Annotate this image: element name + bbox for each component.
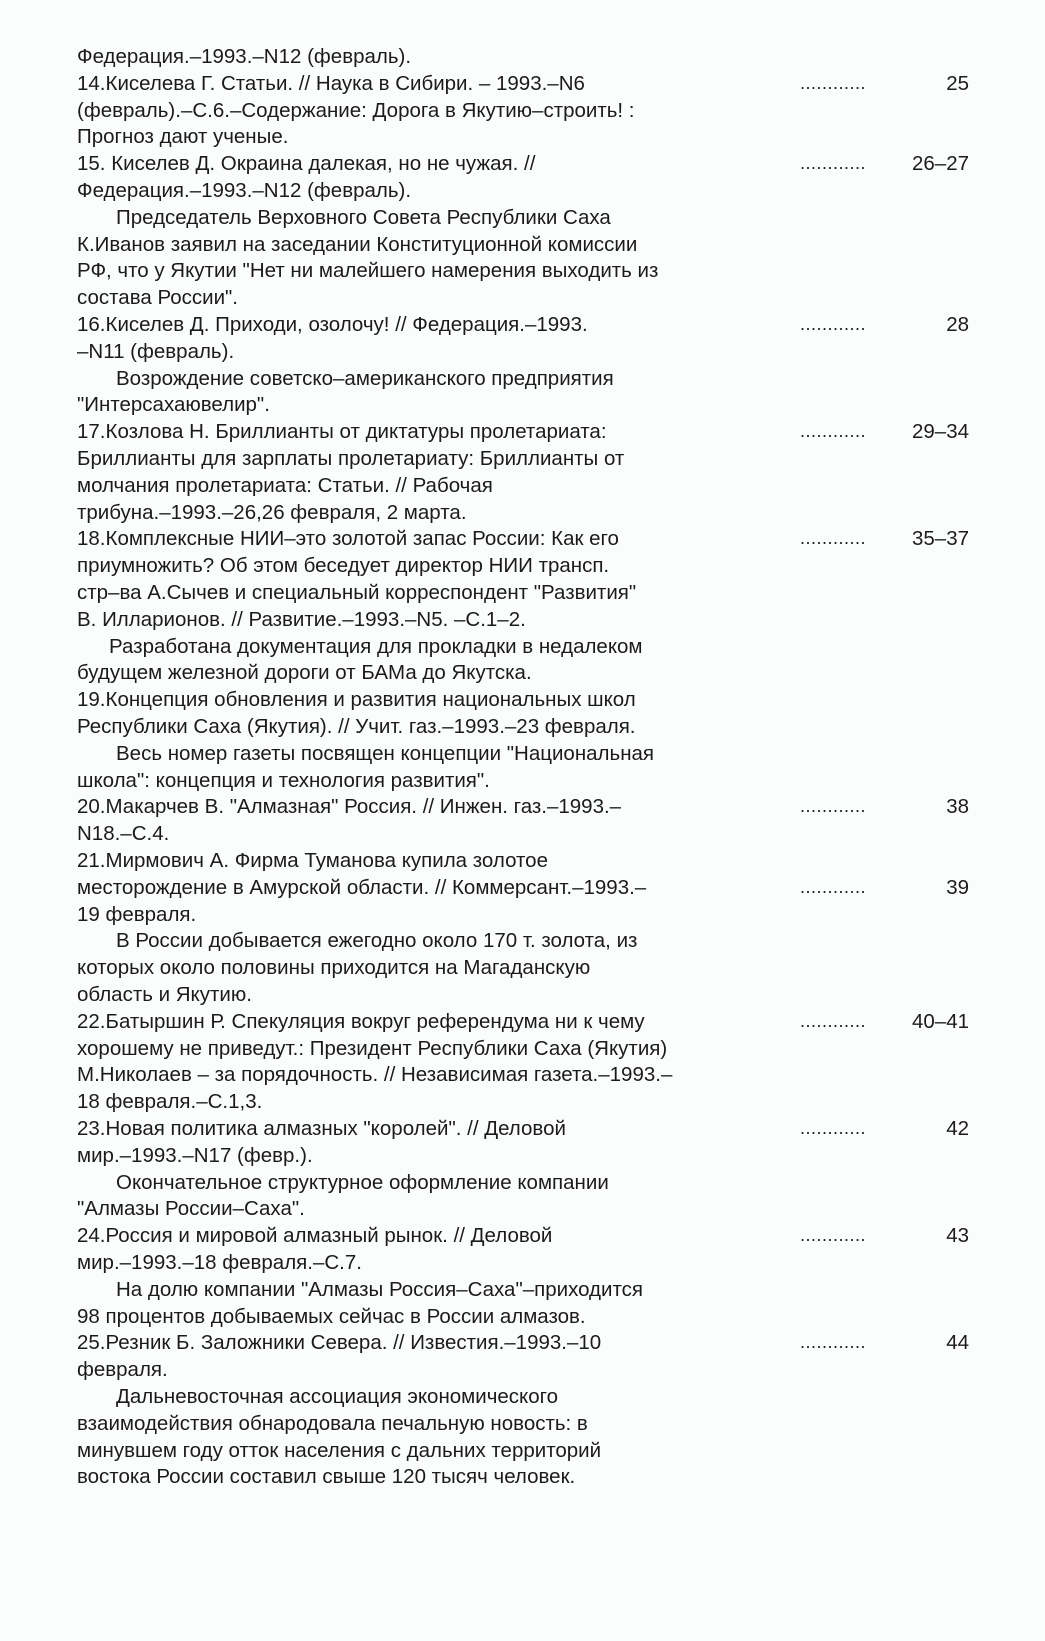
entry-line: В. Илларионов. // Развитие.–1993.–N5. –С.1–2. (77, 607, 526, 631)
page-number: 25 (946, 71, 969, 95)
leader-dots: ............ (800, 796, 867, 817)
entry-line: 17.Козлова Н. Бриллианты от диктатуры пролетариата: (77, 420, 607, 444)
entry-line: февраля. (77, 1358, 168, 1382)
annotation-line: Председатель Верховного Совета Республики Саха (116, 205, 611, 229)
leader-dots: ............ (800, 1225, 867, 1246)
entry-line: которых около половины приходится на Магаданскую (77, 956, 591, 980)
page-number: 26–27 (911, 152, 969, 176)
entry-line: область и Якутию. (77, 983, 252, 1006)
annotation-line: Разработана документация для прокладки в недалеком (109, 634, 643, 658)
leader-dots: ............ (800, 1118, 867, 1138)
leader-dots: ............ (800, 72, 867, 93)
page-number: 39 (946, 875, 969, 899)
entry-line: Бриллианты для зарплаты пролетариату: Бриллианты от (77, 447, 625, 470)
leader-dots: ............ (800, 314, 867, 334)
entry-line: минувшем году отток населения с дальних территорий (77, 1438, 602, 1462)
leader-dots: ............ (800, 1332, 867, 1353)
leader-dots: ............ (800, 528, 867, 549)
entry-line: 23.Новая политика алмазных "королей". // Деловой (77, 1117, 566, 1140)
entry-line: 16.Киселев Д. Приходи, озолочу! // Федерация.–1993. (77, 313, 588, 336)
page-number: 38 (946, 795, 969, 819)
annotation-line: Окончательное структурное оформление компании (116, 1170, 609, 1194)
leader-dots: ............ (800, 421, 867, 442)
entry-line: 15. Киселев Д. Окраина далекая, но не чужая. // (77, 152, 536, 176)
entry-line: 19.Концепция обновления и развития национальных школ (77, 688, 636, 712)
page-number: 35–37 (911, 527, 969, 551)
leader-dots: ............ (800, 876, 867, 897)
entry-line: 19 февраля. (77, 902, 197, 926)
entry-line: мир.–1993.–18 февраля.–С.7. (77, 1251, 362, 1274)
entry-line: (февраль).–С.6.–Содержание: Дорога в Якутию–строить! : (77, 98, 635, 122)
entry-line: хорошему не приведут.: Президент Республики Саха (Якутия) (77, 1036, 668, 1060)
leader-dots: ............ (800, 153, 867, 174)
entry-line: 14.Киселева Г. Статьи. // Наука в Сибири. – 1993.–N6 (77, 71, 585, 95)
entry-line: 21.Мирмович А. Фирма Туманова купила золотое (77, 849, 548, 872)
entry-line: К.Иванов заявил на заседании Конституционной комиссии (77, 232, 638, 256)
entry-line: РФ, что у Якутии "Нет ни малейшего намерения выходить из (77, 259, 659, 283)
page-number: 42 (946, 1117, 969, 1140)
entry-line: состава России". (77, 286, 238, 310)
entry-line: 98 процентов добываемых сейчас в России алмазов. (77, 1304, 586, 1328)
entry-line: взаимодействия обнародовала печальную новость: в (77, 1411, 588, 1435)
entry-line: молчания пролетариата: Статьи. // Рабочая (77, 473, 493, 497)
entry-line: 18 февраля.–С.1,3. (77, 1090, 263, 1114)
page-number: 28 (946, 313, 969, 336)
entry-line: месторождение в Амурской области. // Коммерсант.–1993.– (77, 875, 647, 899)
annotation-line: Весь номер газеты посвящен концепции "Национальная (116, 741, 655, 765)
annotation-line: Возрождение советско–американского предприятия (116, 366, 614, 390)
entry-line: "Алмазы России–Саха". (77, 1197, 305, 1221)
entry-line: востока России составил свыше 120 тысяч человек. (77, 1465, 576, 1489)
entry-line: –N11 (февраль). (77, 339, 235, 363)
entry-line: 18.Комплексные НИИ–это золотой запас России: Как его (77, 527, 619, 551)
entry-line: 20.Макарчев В. "Алмазная" Россия. // Инжен. газ.–1993.– (77, 795, 622, 819)
page-number: 29–34 (911, 420, 969, 444)
entry-line: 25.Резник Б. Заложники Севера. // Известия.–1993.–10 (77, 1331, 602, 1355)
annotation-line: На долю компании "Алмазы Россия–Саха"–приходится (116, 1277, 643, 1301)
entry-line: "Интерсахаювелир". (77, 393, 270, 417)
page-number: 44 (946, 1331, 969, 1355)
entry-line: М.Николаев – за порядочность. // Независимая газета.–1993.– (77, 1063, 673, 1087)
entry-line: школа": концепция и технология развития". (77, 768, 490, 792)
page-number: 40–41 (911, 1009, 969, 1033)
entry-line: приумножить? Об этом беседует директор НИИ трансп. (77, 554, 610, 578)
entry-line: будущем железной дороги от БАМа до Якутска. (77, 661, 532, 685)
entry-line: стр–ва А.Сычев и специальный корреспондент "Развития" (77, 581, 637, 604)
entry-line: Федерация.–1993.–N12 (февраль). (77, 179, 412, 202)
page-number: 43 (946, 1224, 969, 1248)
entry-line: 24.Россия и мировой алмазный рынок. // Деловой (77, 1224, 553, 1248)
entry-line: Федерация.–1993.–N12 (февраль). (77, 45, 412, 68)
annotation-line: В России добывается ежегодно около 170 т. золота, из (116, 929, 638, 953)
entry-line: 22.Батыршин Р. Спекуляция вокруг референдума ни к чему (77, 1009, 645, 1033)
entry-line: трибуна.–1993.–26,26 февраля, 2 марта. (77, 500, 467, 524)
entry-line: N18.–С.4. (77, 822, 170, 846)
leader-dots: ............ (800, 1010, 867, 1031)
entry-line: мир.–1993.–N17 (февр.). (77, 1143, 313, 1167)
entry-line: Прогноз дают ученые. (77, 125, 289, 149)
entry-line: Республики Саха (Якутия). // Учит. газ.–1993.–23 февраля. (77, 715, 636, 738)
annotation-line: Дальневосточная ассоциация экономического (116, 1385, 559, 1408)
